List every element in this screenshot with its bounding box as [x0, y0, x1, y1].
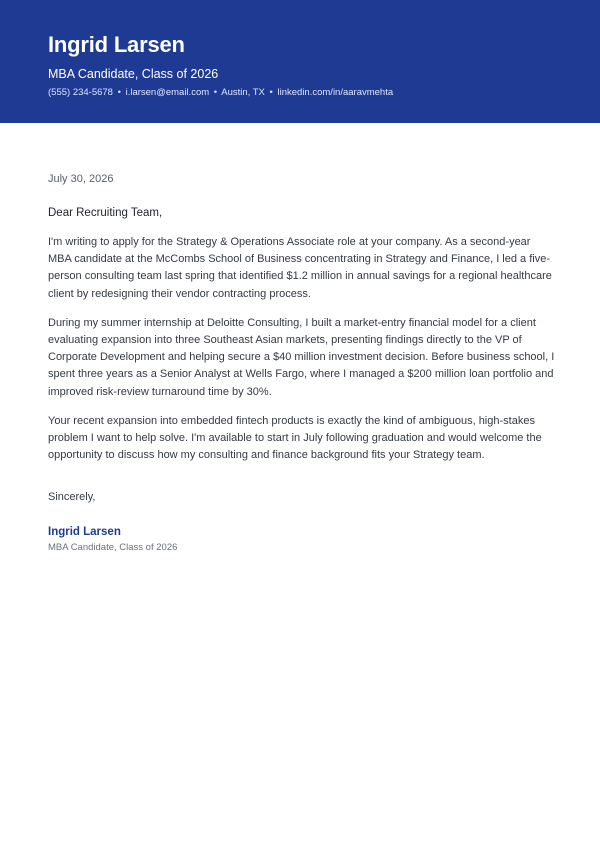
contact-location: Austin, TX [221, 87, 265, 98]
contact-line [48, 86, 552, 99]
letter-header [0, 0, 600, 123]
signature-name: Ingrid Larsen [48, 526, 121, 539]
letter-paragraph-2: During my summer internship at Deloitte Consulting, I built a market-entry financial model for a client evaluating expansion into three Southeast Asian markets, presenting findings directly to the VP of Corporate Development and helping secure a $40 million investment decision. Before business school, I spent three years as a Senior Analyst at Wells Fargo, where I managed a $200 million loan portfolio and improved risk-review turnaround time by 30%. [48, 316, 555, 398]
contact-email[interactable]: i.larsen@email.com [125, 87, 210, 98]
letter-date: July 30, 2026 [48, 173, 114, 185]
letter-closing: Sincerely, [48, 491, 96, 504]
signature-title: MBA Candidate, Class of 2026 [48, 542, 178, 554]
applicant-name: Ingrid Larsen [48, 32, 185, 57]
applicant-title: MBA Candidate, Class of 2026 [48, 67, 219, 81]
letter-paragraph-1: I'm writing to apply for the Strategy & Operations Associate role at your company. As a second-year MBA candidate at the McCombs School of Business concentrating in Strategy and Finance, I led a five-person consulting team last spring that identified $1.2 million in annual savings for a regional healthcare client by redesigning their vendor contracting process. [48, 236, 552, 300]
contact-separator: • [213, 87, 218, 98]
contact-separator: • [269, 87, 273, 98]
contact-linkedin[interactable]: linkedin.com/in/aaravmehta [277, 87, 394, 98]
contact-separator: • [117, 87, 121, 98]
letter-salutation: Dear Recruiting Team, [48, 207, 163, 219]
contact-phone: (555) 234-5678 [48, 87, 113, 98]
letter-paragraph-3: Your recent expansion into embedded fintech products is exactly the kind of ambiguous, high-stakes problem I want to help solve. I'm available to start in July following graduation and would welcome the opportunity to discuss how my consulting and finance background fits your Strategy team. [48, 414, 542, 462]
letter-body [0, 123, 600, 554]
